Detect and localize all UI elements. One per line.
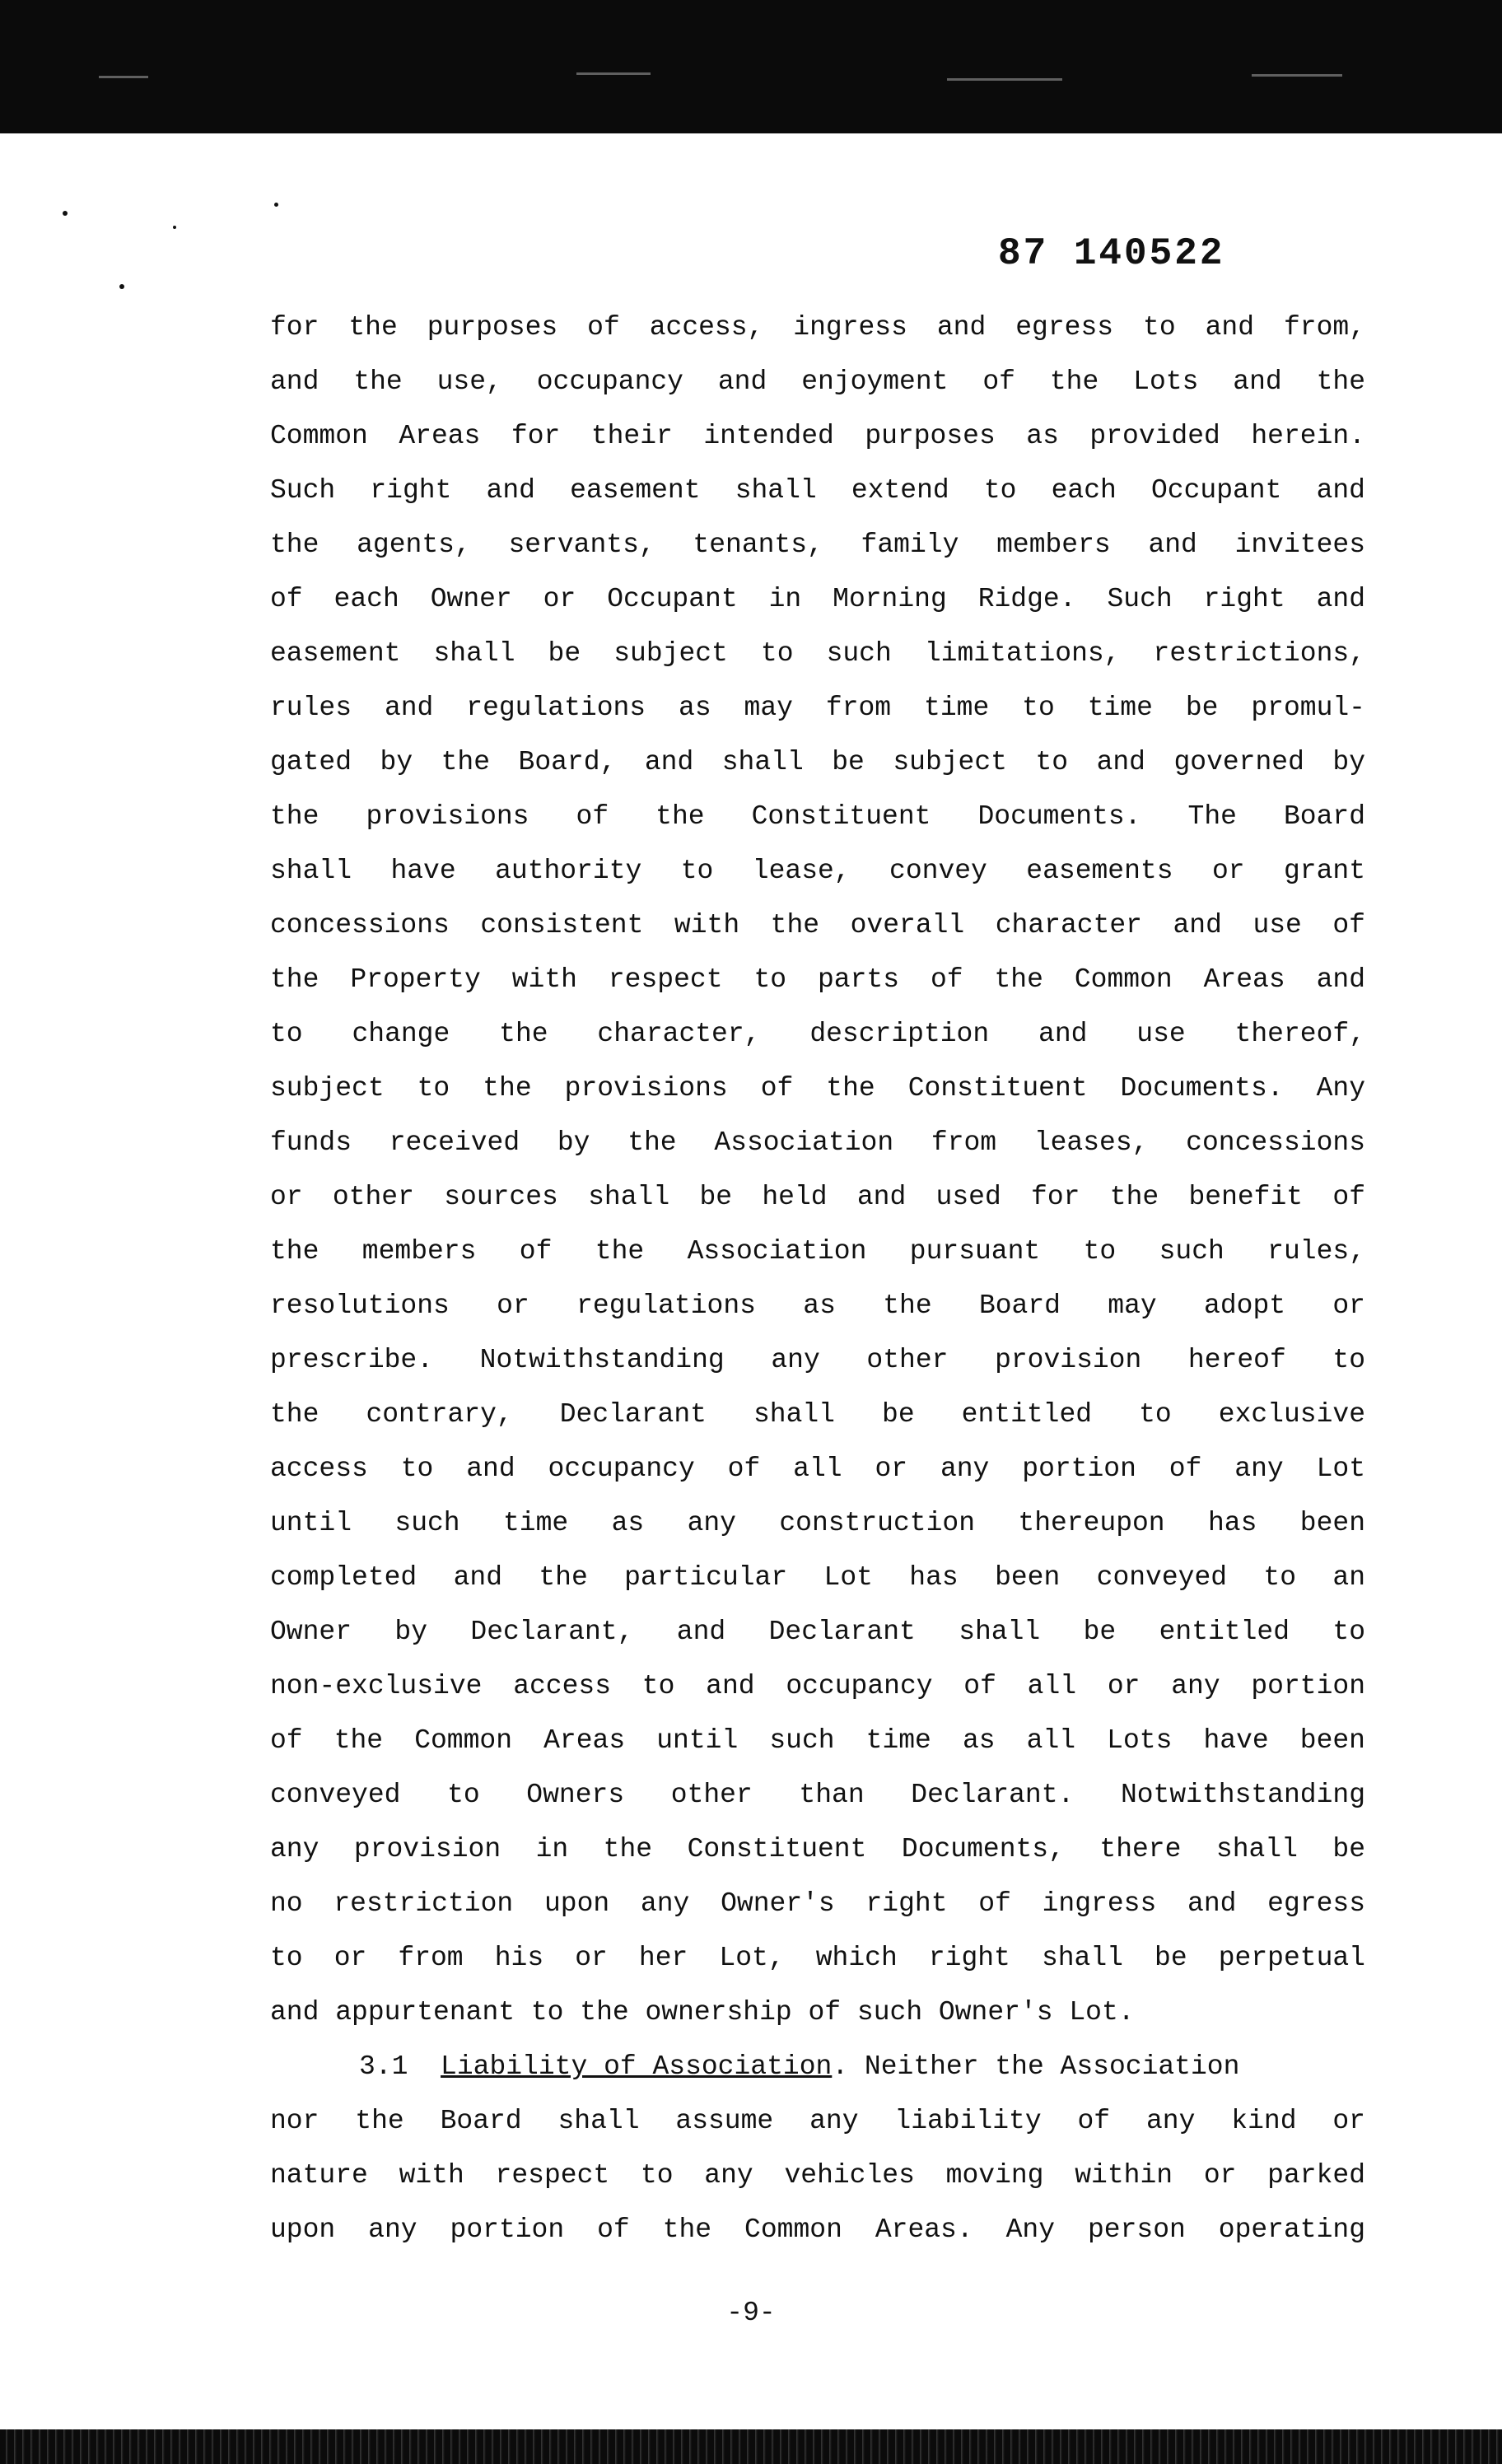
text-line: funds received by the Association from leases, concessions [270,1127,1365,1158]
section-heading: Liability of Association [441,2051,833,2082]
scan-mark [63,211,68,216]
document-number: 87 140522 [998,232,1225,275]
text-line: shall have authority to lease, convey easements or grant [270,856,1365,886]
text-line: easement shall be subject to such limitations, restrictions, [270,638,1365,669]
scan-mark [274,203,278,207]
text-line: Owner by Declarant, and Declarant shall be entitled to [270,1617,1365,1647]
text-line: of each Owner or Occupant in Morning Ridge. Such right and [270,584,1365,614]
text-line: Common Areas for their intended purposes as provided herein. [270,421,1365,451]
text-line: resolutions or regulations as the Board may adopt or [270,1290,1365,1321]
text-line: nature with respect to any vehicles moving within or parked [270,2160,1365,2191]
text-line: access to and occupancy of all or any portion of any Lot [270,1454,1365,1484]
text-line: until such time as any construction thereupon has been [270,1508,1365,1538]
text-line: subject to the provisions of the Constituent Documents. Any [270,1073,1365,1104]
text-line: for the purposes of access, ingress and egress to and from, [270,312,1365,343]
text-line: or other sources shall be held and used for the benefit of [270,1182,1365,1212]
scan-speck [576,72,651,75]
text-line: conveyed to Owners other than Declarant. Notwithstanding [270,1780,1365,1810]
scan-speck [1252,74,1342,77]
text-line: gated by the Board, and shall be subject to and governed by [270,747,1365,777]
scan-speck [99,76,148,78]
text-line: the Property with respect to parts of the Common Areas and [270,964,1365,995]
scan-border-top [0,0,1502,133]
body-text [270,301,1365,2257]
text-line: Such right and easement shall extend to each Occupant and [270,475,1365,506]
text-line: prescribe. Notwithstanding any other provision hereof to [270,1345,1365,1375]
text-line: to or from his or her Lot, which right shall be perpetual [270,1943,1365,1973]
scan-mark [173,226,176,229]
text-line: the members of the Association pursuant to such rules, [270,1236,1365,1267]
text-line: the contrary, Declarant shall be entitled to exclusive [270,1399,1365,1430]
text-line: completed and the particular Lot has been conveyed to an [270,1562,1365,1593]
text-line: the provisions of the Constituent Documents. The Board [270,801,1365,832]
text-line: upon any portion of the Common Areas. Any person operating [270,2214,1365,2245]
text-line: rules and regulations as may from time to time be promul- [270,693,1365,723]
scan-speck [947,78,1062,81]
section-first-line [270,2040,1365,2094]
text-line: non-exclusive access to and occupancy of all or any portion [270,1671,1365,1701]
text-line: concessions consistent with the overall character and use of [270,910,1365,940]
text-line: the agents, servants, tenants, family members and invitees [270,530,1365,560]
text-line: no restriction upon any Owner's right of ingress and egress [270,1888,1365,1919]
section-number: 3.1 [359,2051,408,2082]
text-line: and the use, occupancy and enjoyment of the Lots and the [270,366,1365,397]
text-line: of the Common Areas until such time as all Lots have been [270,1725,1365,1756]
page-number: -9- [726,2298,776,2328]
text-line: and appurtenant to the ownership of such Owner's Lot. [270,1997,1135,2028]
text-line: nor the Board shall assume any liability of any kind or [270,2106,1365,2136]
scan-mark [119,284,124,289]
scan-border-bottom [0,2429,1502,2464]
text-line: any provision in the Constituent Documents, there shall be [270,1834,1365,1864]
text-line: to change the character, description and use thereof, [270,1019,1365,1049]
section-text: . Neither the Association [832,2051,1240,2082]
